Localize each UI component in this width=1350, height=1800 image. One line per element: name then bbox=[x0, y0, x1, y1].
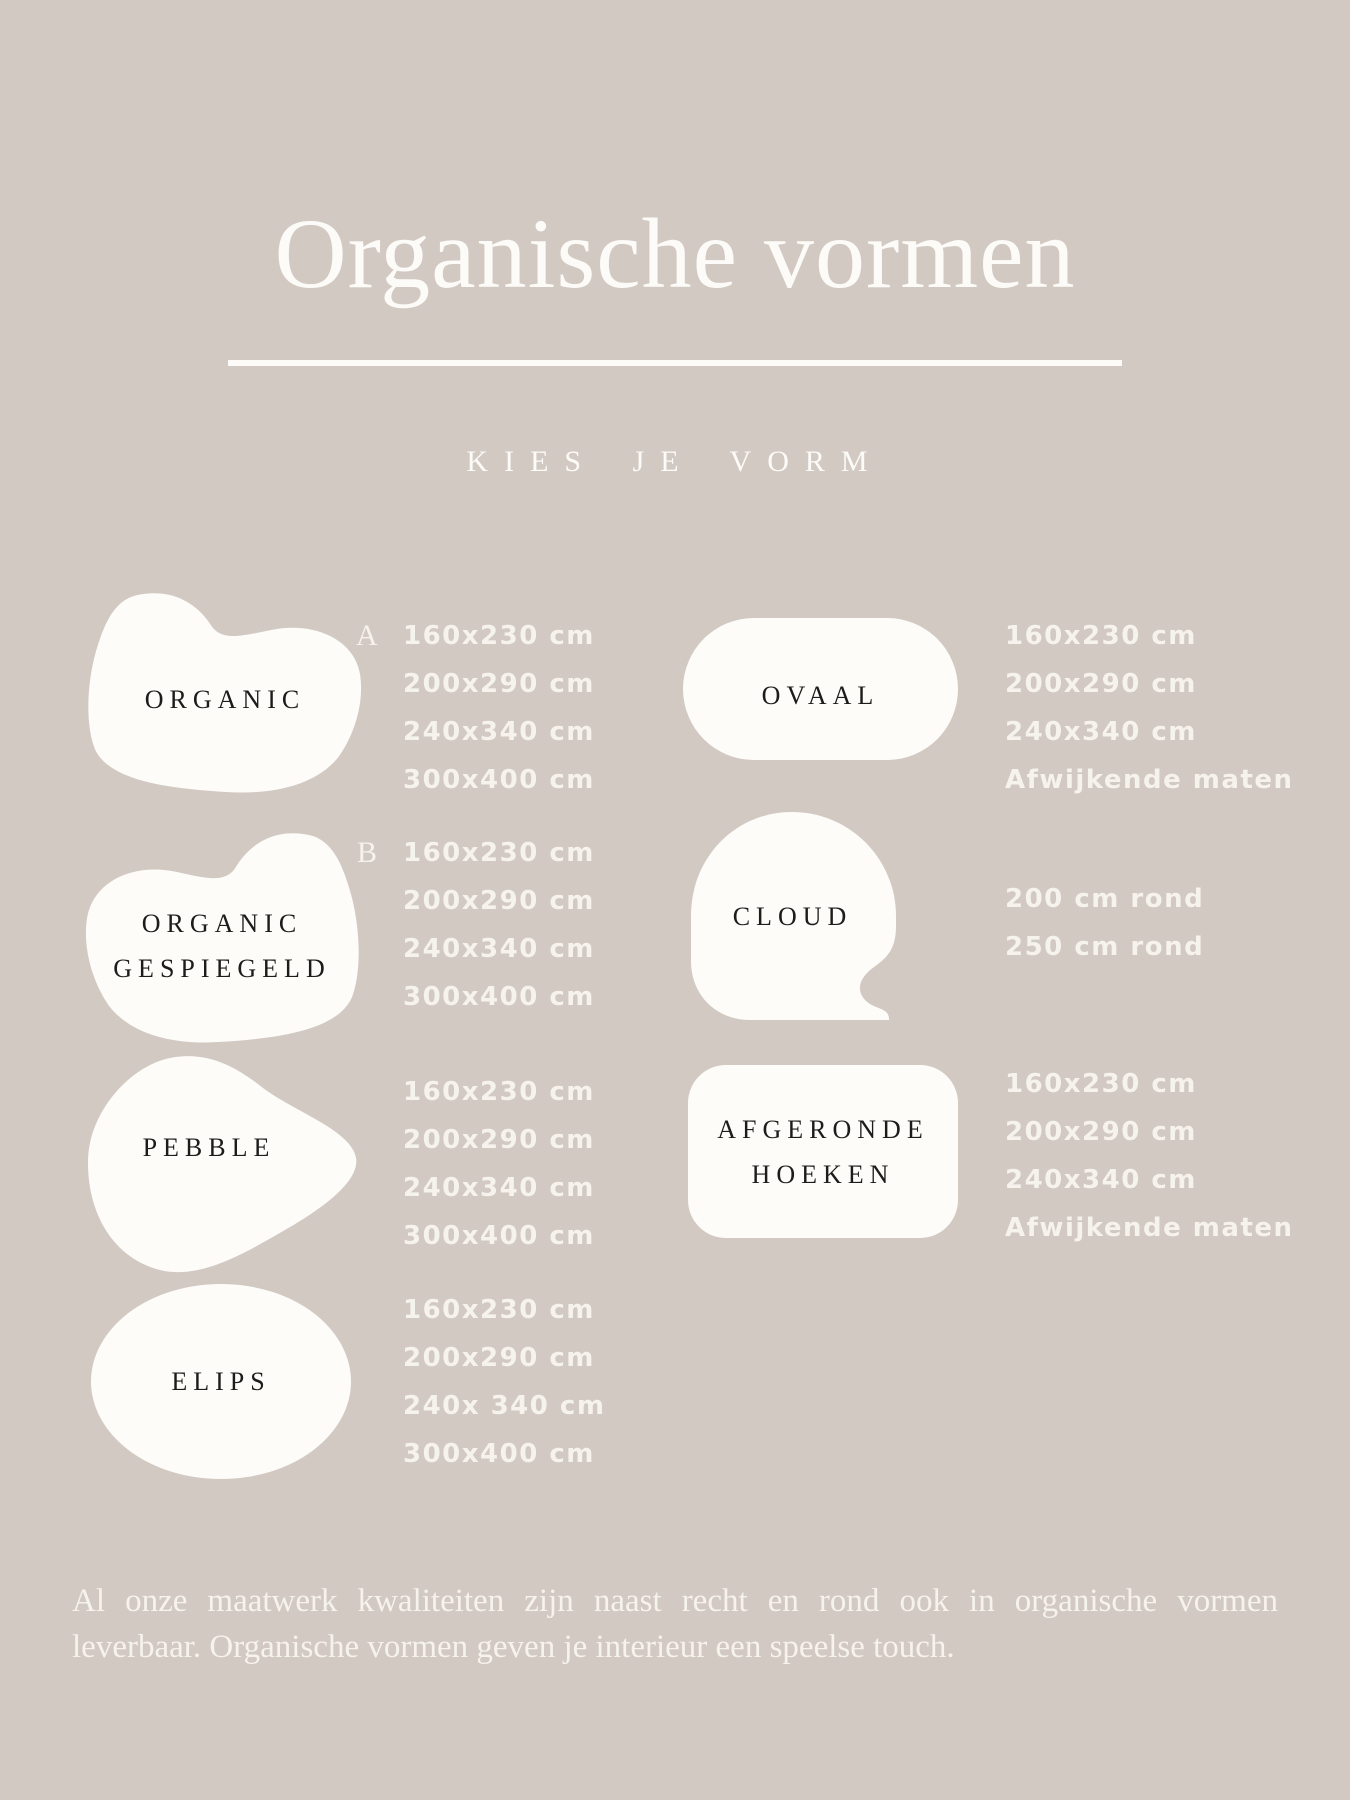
cloud-size-list bbox=[1005, 875, 1204, 971]
shape-ovaal bbox=[683, 618, 958, 760]
size-item: 200x290 cm bbox=[403, 669, 595, 699]
size-item: 250 cm rond bbox=[1005, 932, 1205, 962]
size-item: 300x400 cm bbox=[403, 1221, 595, 1251]
label-line: HOEKEN bbox=[751, 1159, 895, 1189]
shape-elips bbox=[90, 1283, 352, 1480]
size-item: 160x230 cm bbox=[403, 1077, 595, 1107]
shape-organic bbox=[88, 593, 362, 793]
size-item: 160x230 cm bbox=[403, 838, 595, 868]
size-item: 240x340 cm bbox=[403, 717, 595, 747]
organic-size-list bbox=[403, 612, 595, 804]
shape-elips-label: ELIPS bbox=[171, 1367, 271, 1396]
size-item: 200x290 cm bbox=[403, 886, 595, 916]
shape-cloud bbox=[688, 812, 897, 1020]
size-item: 240x340 cm bbox=[1005, 717, 1197, 747]
size-item: 160x230 cm bbox=[1005, 1069, 1197, 1099]
afgeronde-hoeken-size-list bbox=[1005, 1060, 1294, 1252]
size-item: 160x230 cm bbox=[403, 621, 595, 651]
shape-cloud-label: CLOUD bbox=[732, 901, 853, 931]
label-line: ORGANIC bbox=[141, 909, 303, 938]
size-item: 300x400 cm bbox=[403, 765, 595, 795]
size-item: 160x230 cm bbox=[403, 1295, 595, 1325]
page-title: Organische vormen bbox=[274, 198, 1076, 309]
shape-pebble-label: PEBBLE bbox=[142, 1132, 276, 1162]
shape-organic-gespiegeld-label bbox=[113, 901, 330, 991]
size-item: 200x290 cm bbox=[1005, 1117, 1197, 1147]
size-item: 300x400 cm bbox=[403, 982, 595, 1012]
size-item: 200x290 cm bbox=[403, 1343, 595, 1373]
size-item: 300x400 cm bbox=[403, 1439, 595, 1469]
size-item: Afwijkende maten bbox=[1005, 1213, 1294, 1243]
shape-afgeronde-hoeken bbox=[688, 1065, 958, 1238]
shape-organic-gespiegeld bbox=[85, 833, 359, 1043]
shape-pebble bbox=[85, 1050, 357, 1280]
size-item: Afwijkende maten bbox=[1005, 765, 1294, 795]
size-item: 200x290 cm bbox=[1005, 669, 1197, 699]
footer-paragraph bbox=[72, 1578, 1278, 1670]
variant-letter-a: A bbox=[356, 619, 378, 652]
shape-afgeronde-hoeken-label bbox=[717, 1107, 928, 1197]
size-item: 160x230 cm bbox=[1005, 621, 1197, 651]
size-item: 240x 340 cm bbox=[403, 1391, 606, 1421]
label-line: AFGERONDE bbox=[717, 1114, 929, 1144]
variant-letter-b: B bbox=[357, 836, 378, 869]
shape-organic-label: ORGANIC bbox=[144, 684, 306, 714]
size-item: 200x290 cm bbox=[403, 1125, 595, 1155]
size-item: 240x340 cm bbox=[403, 1173, 595, 1203]
size-item: 240x340 cm bbox=[1005, 1165, 1197, 1195]
footer-line-2: leverbaar. Organische vormen geven je interieur een speelse touch. bbox=[72, 1629, 955, 1665]
organic-gespiegeld-size-list bbox=[403, 829, 595, 1021]
footer-line-1: Al onze maatwerk kwaliteiten zijn naast recht en rond ook in organische vormen bbox=[72, 1583, 1278, 1619]
subtitle-kies-je-vorm: KIES JE VORM bbox=[466, 445, 884, 478]
size-item: 200 cm rond bbox=[1005, 884, 1205, 914]
label-line: GESPIEGELD bbox=[113, 954, 331, 983]
pebble-size-list bbox=[403, 1068, 595, 1260]
shape-ovaal-label: OVAAL bbox=[761, 680, 880, 710]
title-underline bbox=[228, 360, 1122, 366]
size-item: 240x340 cm bbox=[403, 934, 595, 964]
elips-size-list bbox=[403, 1286, 605, 1478]
ovaal-size-list bbox=[1005, 612, 1294, 804]
